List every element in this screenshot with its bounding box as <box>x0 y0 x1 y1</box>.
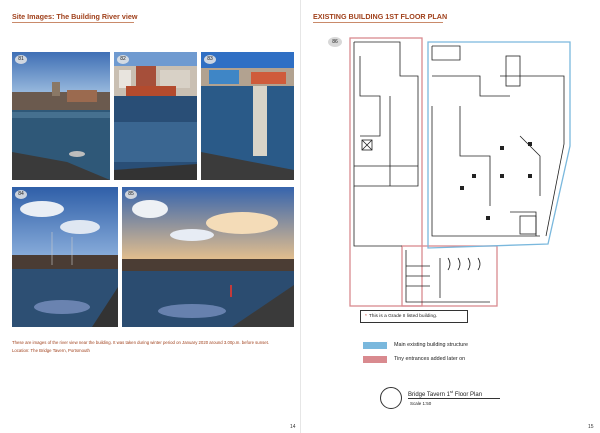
plan-title-rest: Floor Plan <box>453 392 483 398</box>
plan-title-main: Bridge Tavern 1 <box>408 392 450 398</box>
photo-label-81: 81 <box>15 55 27 64</box>
floor-plan-heading: EXISTING BUILDING 1ST FLOOR PLAN <box>313 12 448 21</box>
photo-85-image <box>122 187 294 327</box>
photo-label-83: 83 <box>204 55 216 64</box>
floor-plan-heading-underline <box>313 22 443 23</box>
photo-label-82: 82 <box>117 55 129 64</box>
legend-swatch-tiny-entrances <box>363 356 387 363</box>
photo-caption: These are images of the river view near the building. It was taken during winter period on January 2020 around 3.00p.m. before sunset. Location: The Bridge Tavern, Portsmouth <box>12 340 270 353</box>
photo-84-image <box>12 187 118 327</box>
plan-title-circle <box>380 387 402 409</box>
grade-listing-note <box>360 310 468 323</box>
photo-85 <box>122 187 294 327</box>
grade-listing-note-text: This is a Grade II listed building. <box>368 314 438 319</box>
page-number-right: 15 <box>588 424 594 430</box>
photo-82-image <box>114 52 197 180</box>
photo-label-85: 85 <box>125 190 137 199</box>
legend-label-main-structure: Main existing building structure <box>394 342 469 348</box>
photo-84 <box>12 187 118 327</box>
photo-81-image <box>12 52 110 180</box>
legend-swatch-main-structure <box>363 342 387 349</box>
floor-plan-drawing <box>340 36 580 308</box>
note-asterisk: * <box>365 314 367 319</box>
legend-label-tiny-entrances: Tiny entrances added later on <box>394 356 466 362</box>
photo-label-84: 84 <box>15 190 27 199</box>
photo-81 <box>12 52 110 180</box>
plan-title-underline <box>408 398 500 399</box>
photo-82 <box>114 52 197 180</box>
photo-83-image <box>201 52 294 180</box>
plan-title-sup: st <box>449 389 454 394</box>
plan-title <box>408 389 482 398</box>
site-images-heading: Site Images: The Building River view <box>12 12 138 21</box>
page-number-left: 14 <box>290 424 296 430</box>
plan-label-86: 86 <box>328 37 342 47</box>
photo-83 <box>201 52 294 180</box>
plan-scale: Scale 1:50 <box>410 401 432 406</box>
heading-underline <box>12 22 134 23</box>
